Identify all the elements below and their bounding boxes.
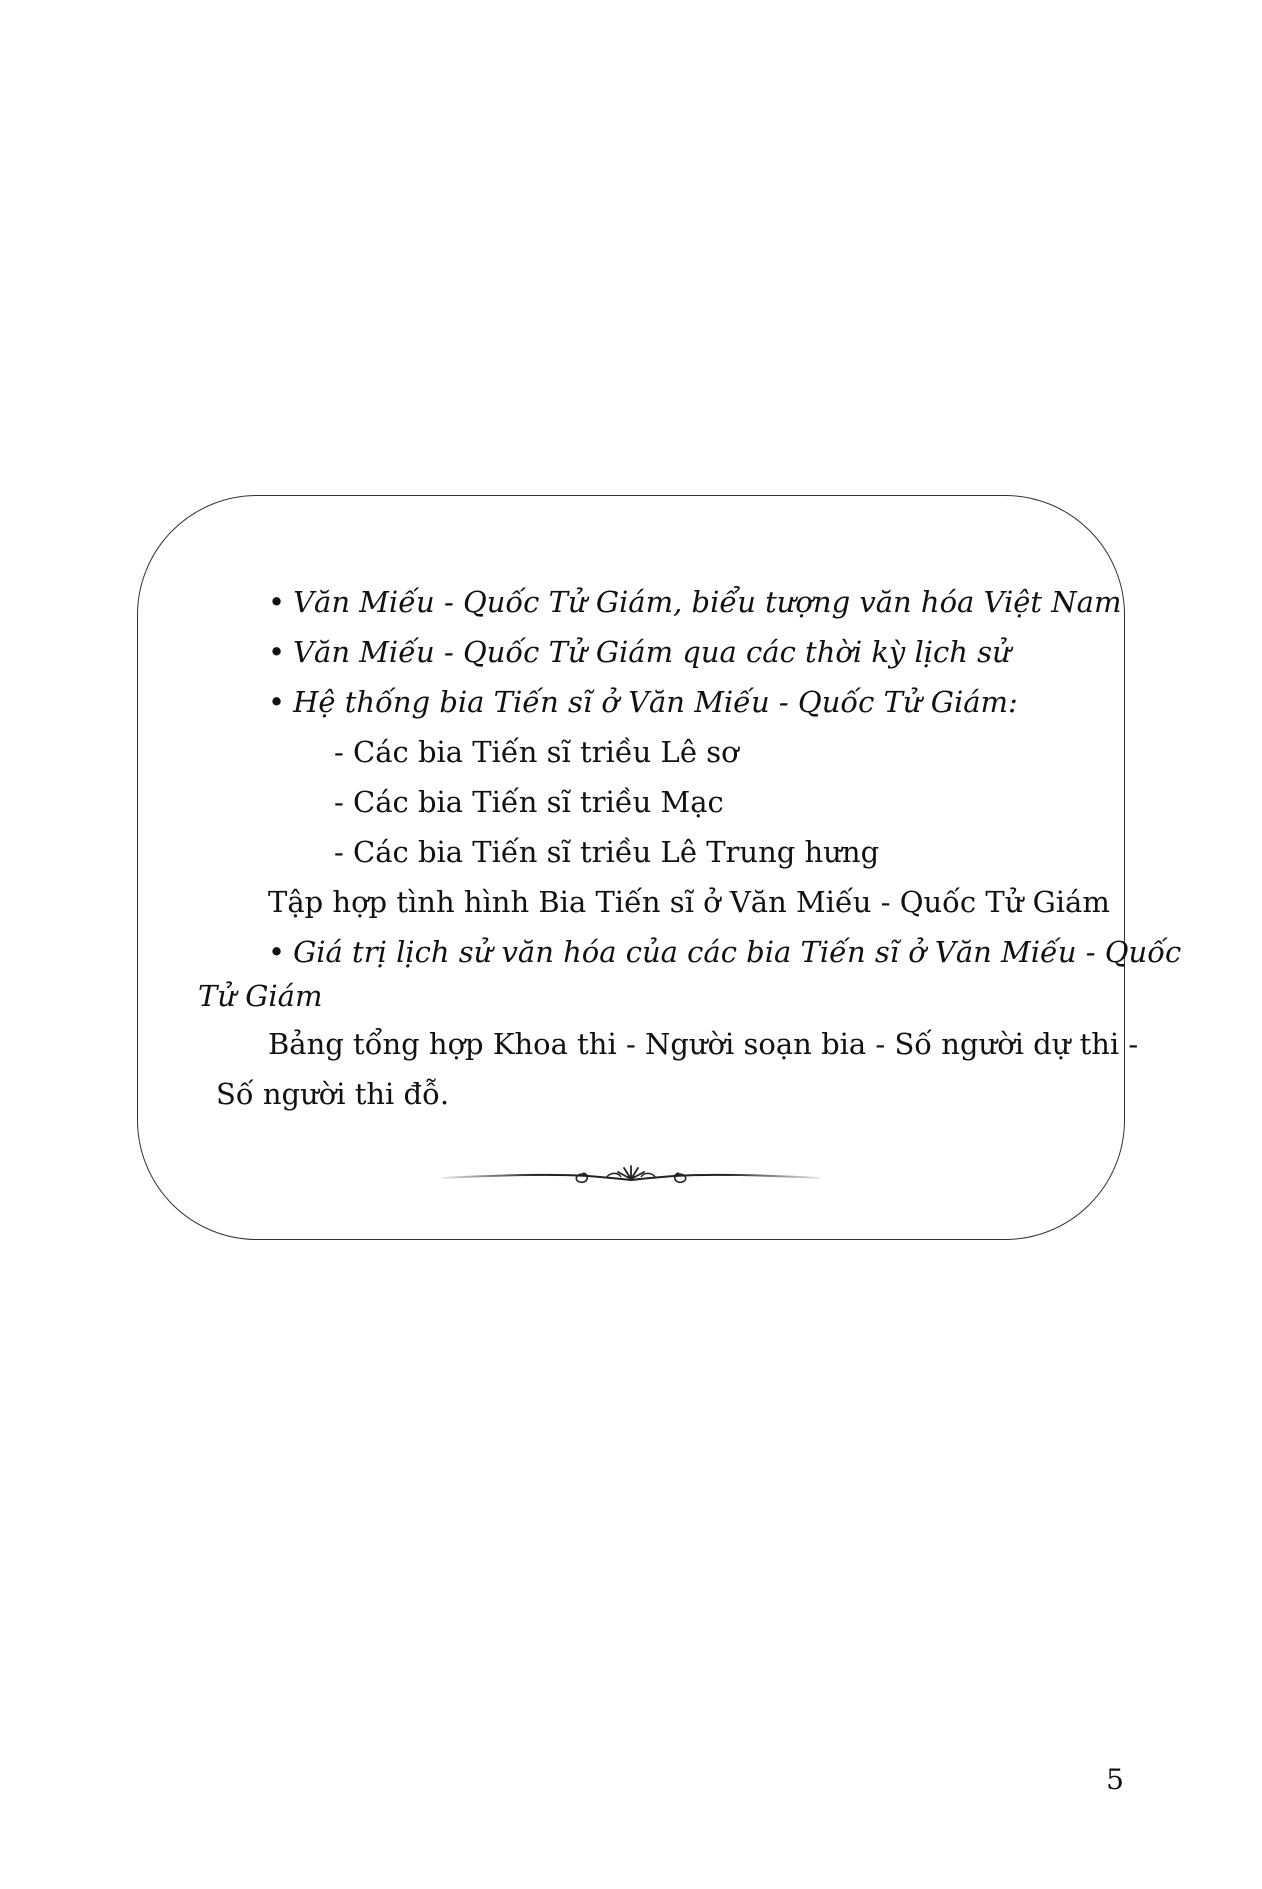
list-item-text: Văn Miếu - Quốc Tử Giám qua các thời kỳ lịch sử [293,635,1011,669]
sub-item-text: - Các bia Tiến sĩ triều Mạc [334,785,724,819]
paragraph-text: Số người thi đỗ. [216,1077,450,1111]
list-item [268,684,1018,720]
paragraph-text: Tập hợp tình hình Bia Tiến sĩ ở Văn Miếu - Quốc Tử Giám [268,885,1110,919]
bullet: • [268,685,286,719]
paragraph-line [216,1076,449,1112]
flourish-divider-icon [438,1160,824,1190]
sub-item [334,734,739,770]
paragraph-text: Bảng tổng hợp Khoa thi - Người soạn bia - Số người dự thi - [268,1027,1139,1061]
list-item-continuation [198,978,322,1014]
list-item [268,634,1011,670]
list-item-text: Văn Miếu - Quốc Tử Giám, biểu tượng văn hóa Việt Nam [293,585,1122,619]
list-item-text: Hệ thống bia Tiến sĩ ở Văn Miếu - Quốc Tử Giám: [293,685,1018,719]
page-number: 5 [1106,1763,1124,1796]
paragraph-line [268,1026,1138,1062]
sub-item-text: - Các bia Tiến sĩ triều Lê sơ [334,735,739,769]
list-item [268,584,1121,620]
sub-item [334,784,724,820]
bullet: • [268,935,286,969]
bullet: • [268,635,286,669]
list-item-text: Tử Giám [198,979,323,1013]
bullet: • [268,585,286,619]
list-item [268,934,1181,970]
paragraph-line [268,884,1110,920]
list-item-text: Giá trị lịch sử văn hóa của các bia Tiến sĩ ở Văn Miếu - Quốc [293,935,1182,969]
sub-item-text: - Các bia Tiến sĩ triều Lê Trung hưng [334,835,880,869]
sub-item [334,834,879,870]
